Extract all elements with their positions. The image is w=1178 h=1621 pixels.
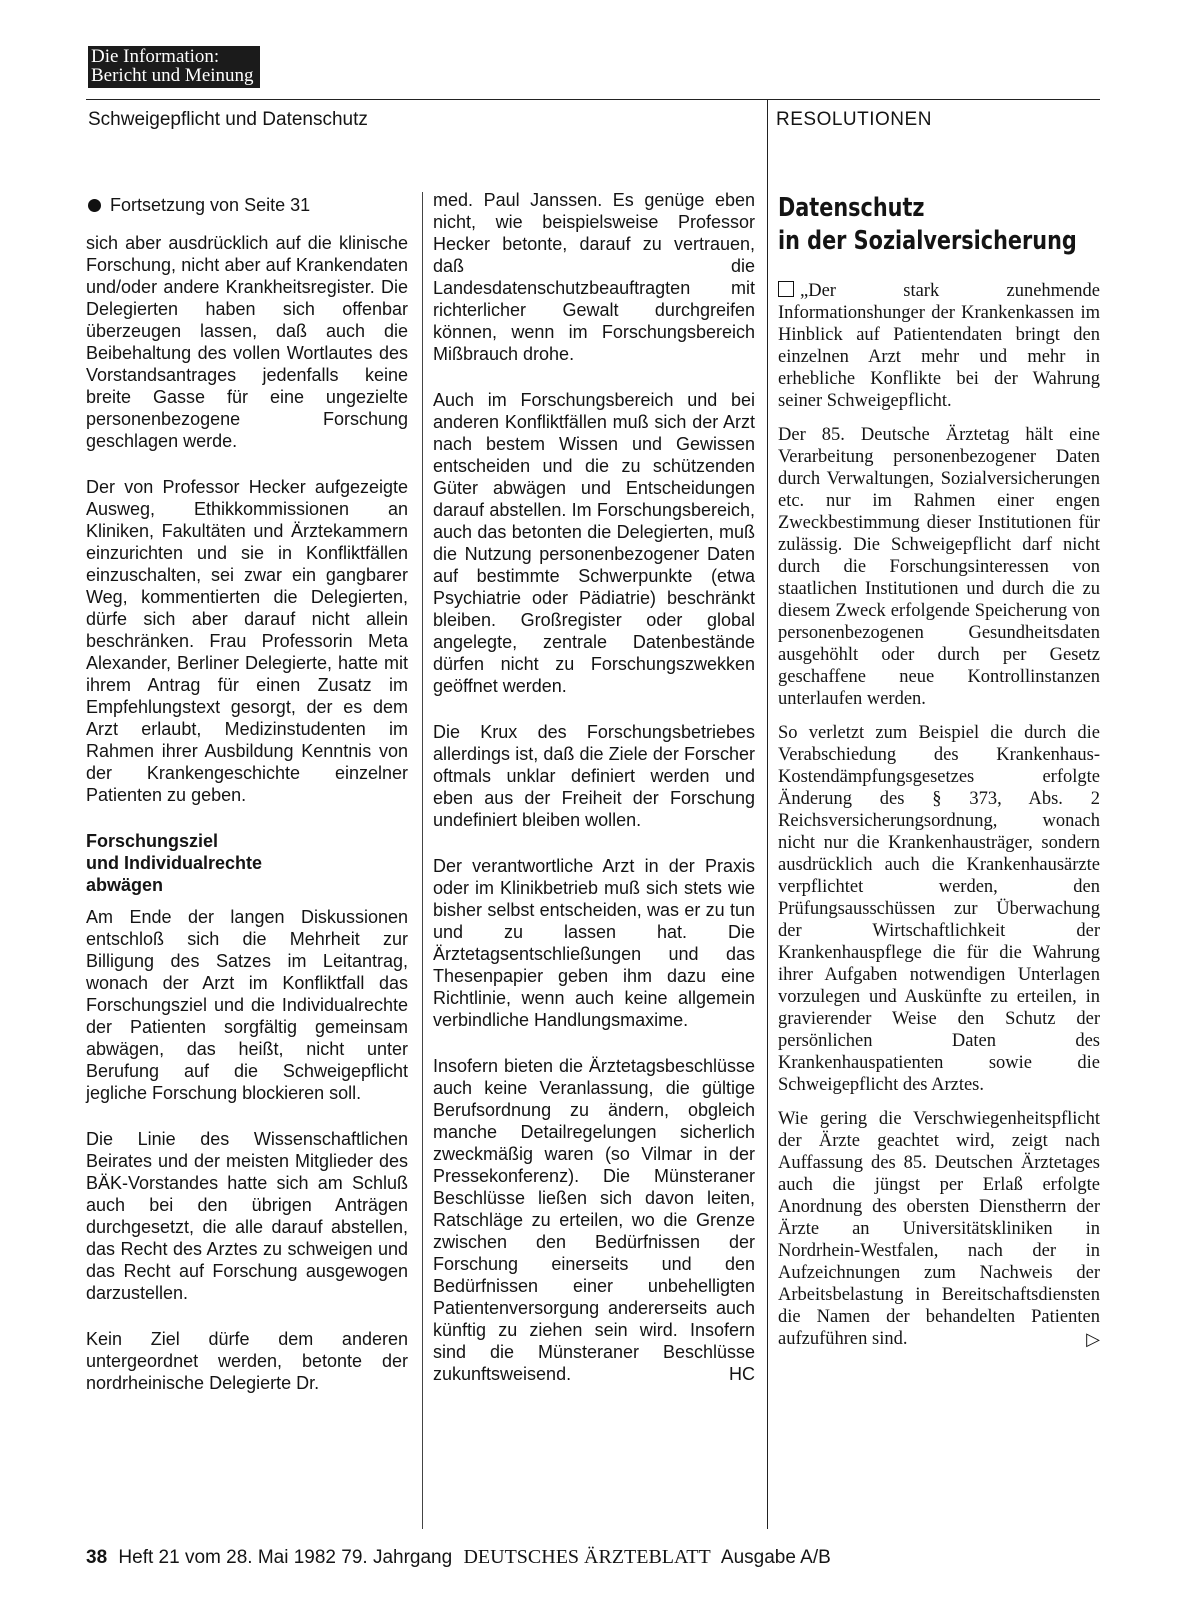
page-footer: [86, 1546, 831, 1569]
article-paragraph: Auch im Forschungsbereich und bei anderen Konfliktfällen muß sich der Arzt nach bestem Wissen und Gewissen entscheiden und die zu schützenden Güter abwägen und Entscheidungen darauf abstellen. Im Forschungsbereich, auch das betonten die Delegierten, muß die Nutzung personenbezogener Daten auf bestimmte Schwerpunkte (etwa Psychiatrie oder Pädiatrie) beschränkt bleiben. Großregister oder global angelegte, zentrale Datenbestände dürfen nicht zu Forschungszwekken geöffnet werden.: [433, 390, 755, 696]
article-paragraph: Kein Ziel dürfe dem anderen untergeordnet werden, betonte der nordrheinische Delegierte Dr.: [86, 1329, 408, 1393]
article-paragraph: Am Ende der langen Diskussionen entschloß sich die Mehrheit zur Billigung des Satzes im Leitantrag, wonach der Arzt im Konfliktfall das Forschungsziel und die Individualrechte der Patienten sorgfältig gemeinsam abwägen, das heißt, nicht unter Berufung auf die Schweigepflicht jegliche Forschung blockieren soll.: [86, 907, 408, 1103]
resolution-paragraph: [778, 1108, 1100, 1350]
resolution-paragraph-text: „Der stark zunehmende Informationshunger der Krankenkassen im Hinblick auf Patientendaten bringt den einzelnen Arzt mehr und mehr in erhebliche Konflikte bei der Wahrung seiner Schweigepflicht.: [778, 281, 1100, 411]
article-paragraph: Der von Professor Hecker aufgezeigte Ausweg, Ethikkommissionen an Kliniken, Fakultäten und Ärztekammern einzurichten und sie in Konfliktfällen einzuschalten, sei zwar ein gangbarer Weg, kommentierten die Delegierten, dürfe sich aber darauf nicht allein beschränken. Frau Professorin Meta Alexander, Berliner Delegierte, hatte mit ihrem Antrag für einen Zusatz im Empfehlungstext gesorgt, der es dem Arzt erlaubt, Medizinstudenten im Rahmen ihrer Ausbildung Kenntnis von der Krankengeschichte einzelner Patienten zu geben.: [86, 477, 408, 805]
article-paragraph: med. Paul Janssen. Es genüge eben nicht, wie beispielsweise Professor Hecker betonte, darauf zu vertrauen, daß die Landesdatenschutzbeauftragten mit richterlicher Gewalt durchgreifen können, wenn im Forschungsbereich Mißbrauch drohe.: [433, 190, 755, 364]
resolution-paragraph: [778, 280, 1100, 412]
square-marker-icon: [778, 281, 794, 297]
continued-arrow-icon: ▷: [1086, 1329, 1100, 1349]
page-number: 38: [86, 1547, 108, 1568]
section-badge: [88, 46, 260, 88]
resolution-paragraph-text: Wie gering die Verschwiegenheitspflicht der Ärzte geachtet wird, zeigt nach Auffassung des 85. Deutschen Ärztetages auch die jüngst per Erlaß erfolgte Anordnung des obersten Dienstherrn der Ärzte an Universitätskliniken in Nordrhein-Westfalen, nach der in Aufzeichnungen zum Nachweis der Arbeitsbelastung in Bereitschaftsdiensten die Namen der behandelten Patienten aufzuführen sind.: [778, 1109, 1100, 1349]
running-header-section: RESOLUTIONEN: [776, 109, 932, 130]
resolution-headline: [778, 192, 1077, 258]
subheading-line: Forschungsziel: [86, 831, 219, 851]
subheading-line: abwägen: [86, 875, 164, 895]
resolution-headline-line: in der Sozialversicherung: [778, 226, 1077, 256]
resolution-paragraph: So verletzt zum Beispiel die durch die Verabschiedung des Krankenhaus-Kostendämpfungsgesetzes erfolgte Änderung des § 373, Abs. 2 Reichsversicherungsordnung, wonach nicht nur die Krankenhausträger, sondern ausdrücklich auch die Krankenhausärzte verpflichtet werden, den Prüfungsausschüssen zur Überwachung der Wirtschaftlichkeit der Krankenhauspflege die für die Wahrung ihrer Aufgaben notwendigen Unterlagen vorzulegen und Auskünfte zu erteilen, in gravierender Weise den Schutz der persönlichen Daten des Krankenhauspatienten sowie die Schweigepflicht des Arztes.: [778, 723, 1100, 1095]
column-divider-main: [767, 99, 768, 1529]
journal-name: DEUTSCHES ÄRZTEBLATT: [463, 1546, 711, 1568]
continuation-text: Fortsetzung von Seite 31: [110, 195, 311, 215]
edition-info: Ausgabe A/B: [720, 1547, 831, 1568]
top-rule: [86, 99, 1100, 100]
article-paragraph: Die Linie des Wissenschaftlichen Beirates und der meisten Mitglieder des BÄK-Vorstandes hatte sich am Schluß auch bei den übrigen Anträgen durchgesetzt, die alle darauf abstellen, das Recht des Arztes zu schweigen und das Recht auf Forschung ausgewogen darzustellen.: [86, 1129, 408, 1303]
article-paragraph: Die Krux des Forschungsbetriebes allerdings ist, daß die Ziele der Forscher oftmals unklar definiert werden und eben aus der Freiheit der Forschung undefiniert bleiben wollen.: [433, 722, 755, 830]
section-badge-line1: Die Information:: [91, 46, 220, 67]
subheading-line: und Individualrechte: [86, 853, 263, 873]
running-header-topic: Schweigepflicht und Datenschutz: [88, 109, 368, 130]
column-divider: [422, 192, 423, 1529]
article-column-1: [86, 194, 408, 1418]
resolution-paragraph: Der 85. Deutsche Ärztetag hält eine Verarbeitung personenbezogener Daten durch Verwaltungen, Sozialversicherungen etc. nur im Rahmen einer engen Zweckbestimmung dieser Institutionen für zulässig. Die Schweigepflicht darf nicht durch die Forschungsinteressen von staatlichen Institutionen und durch die zu diesem Zweck erfolgende Speicherung von personenbezogenen Gesundheitsdaten ausgehöhlt oder durch per Gesetz geschaffene neue Kontrollinstanzen unterlaufen werden.: [778, 425, 1100, 709]
article-column-2: [433, 189, 755, 1409]
article-paragraph: Der verantwortliche Arzt in der Praxis oder im Klinikbetrieb muß sich stets wie bisher selbst entscheiden, was er zu tun und zu lassen hat. Die Ärztetagsentschließungen und das Thesenpapier geben ihm dazu eine Richtlinie, wenn auch keine allgemein verbindliche Handlungsmaxime.: [433, 856, 755, 1030]
article-paragraph-text: Insofern bieten die Ärztetagsbeschlüsse auch keine Veranlassung, die gültige Berufsordnung zu ändern, obgleich manche Detailregelungen sicherlich zweckmäßig waren (so Vilmar in der Pressekonferenz). Die Münsteraner Beschlüsse ließen sich davon leiten, Ratschläge zu erteilen, wo die Grenze zwischen den Bedürfnissen der Forschung einerseits und den Bedürfnissen einer unbehelligten Patientenversorgung andererseits auch künftig zu ziehen sein wird. Insofern sind die Münsteraner Beschlüsse zukunftsweisend.: [433, 1056, 755, 1384]
article-paragraph: sich aber ausdrücklich auf die klinische Forschung, nicht aber auf Krankendaten und/oder andere Krankheitsregister. Die Delegierten haben sich offenbar überzeugen lassen, daß auch die Beibehaltung des vollen Wortlautes des Vorstandsantrages jedenfalls keine breite Gasse für eine ungezielte personenbezogene Forschung geschlagen werde.: [86, 233, 408, 451]
issue-info: Heft 21 vom 28. Mai 1982 79. Jahrgang: [118, 1547, 453, 1568]
resolution-column: [778, 192, 1100, 1362]
article-paragraph: [433, 1055, 755, 1385]
bullet-icon: [88, 199, 101, 212]
continuation-note: [86, 194, 408, 216]
subheading: [86, 830, 408, 896]
author-signature: HC: [729, 1364, 755, 1384]
resolution-headline-line: Datenschutz: [778, 193, 925, 223]
section-badge-line2: Bericht und Meinung: [91, 65, 254, 86]
